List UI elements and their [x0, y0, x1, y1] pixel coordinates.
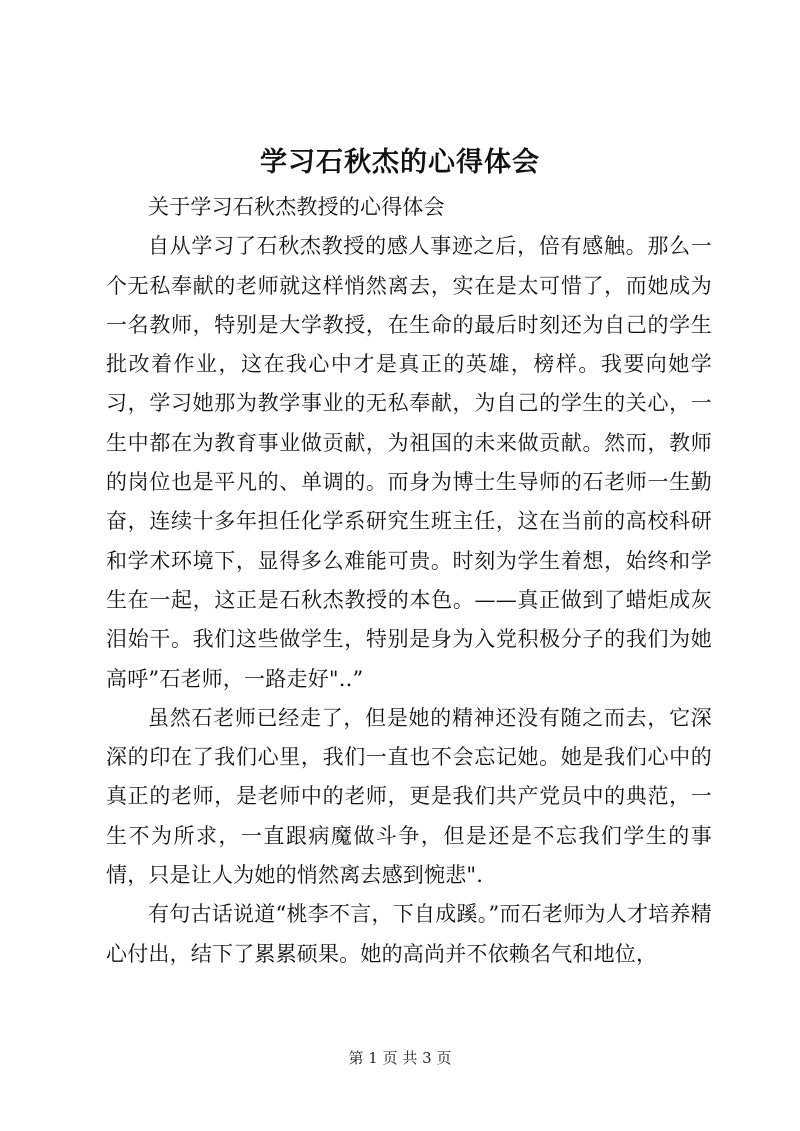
paragraph: 有句古话说道“桃李不言，下自成蹊。”而石老师为人才培养精心付出，结下了累累硕果。她的高尚并不依赖名气和地位， — [106, 902, 712, 966]
paragraph-subtitle: 关于学习石秋杰教授的心得体会 — [148, 195, 445, 219]
paragraph: 自从学习了石秋杰教授的感人事迹之后，倍有感触。那么一个无私奉献的老师就这样悄然离去，实在是太可惜了，而她成为一名教师，特别是大学教授，在生命的最后时刻还为自己的学生批改着作业，这在我心中才是真正的英雄，榜样。我要向她学习，学习她那为教学事业的无私奉献，为自己的学生的关心，一生中都在为教育事业做贡献，为祖国的未来做贡献。然而，教师的岗位也是平凡的、单调的。而身为博士生导师的石老师一生勤奋，连续十多年担任化学系研究生班主任，这在当前的高校科研和学术环境下，显得多么难能可贵。时刻为学生着想，始终和学生在一起，这正是石秋杰教授的本色。——真正做到了蜡炬成灰泪始干。我们这些做学生，特别是身为入党积极分子的我们为她高呼”石老师，一路走好"..” — [106, 234, 712, 691]
document-body — [106, 188, 712, 974]
paragraph: 虽然石老师已经走了，但是她的精神还没有随之而去，它深深的印在了我们心里，我们一直也不会忘记她。她是我们心中的真正的老师，是老师中的老师，更是我们共产党员中的典范，一生不为所求，一直跟病魔做斗争，但是还是不忘我们学生的事情，只是让人为她的悄然离去感到惋悲". — [106, 705, 712, 888]
page-number-footer: 第 1 页 共 3 页 — [348, 1049, 452, 1067]
document-title: 学习石秋杰的心得体会 — [260, 147, 540, 178]
